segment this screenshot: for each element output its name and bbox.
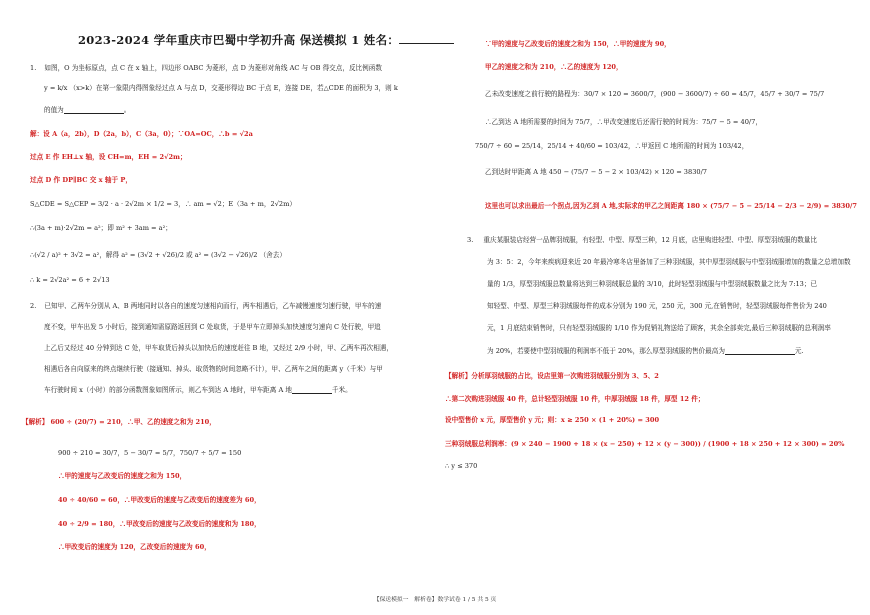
q2-analysis-3: ∴甲的速度与乙改变后的速度之和为 150， bbox=[58, 472, 187, 480]
q2-line2: 度不变，甲车出发 5 小时后，接到通知需原路返回到 C 处取货，于是甲车立即掉头加快速度匀速向 C 处行驶，甲追 bbox=[44, 323, 381, 331]
r-line6: 乙到达时甲距离 A 地 450 − (75/7 − 5 − 2 × 103/42) × 120 = 3830/7 bbox=[485, 168, 708, 176]
page-footer: 【保送模拟一 解析卷】数学试卷 1 / 5 共 5 页 bbox=[373, 597, 497, 603]
r-line3: 乙未改变速度之前行驶的路程为：30/7 × 120 = 3600/7，(900 − 3600/7) ÷ 60 = 45/7，45/7 + 30/7 = 75/7 bbox=[485, 90, 825, 98]
q1-solution-5: ∴(3a + m)·2√2m = a²；即 m² + 3am = a²； bbox=[30, 224, 172, 232]
q2-answer-blank bbox=[292, 386, 332, 394]
r-line7: 这里也可以求出最后一个拐点,因为乙到 A 地,实际求的甲乙之间距离 180 × (75/7 − 5 − 25/14 − 2/3 − 2/9) = 3830/7 bbox=[485, 202, 857, 210]
q1-line1: 1. 如图，O 为坐标原点，点 C 在 x 轴上，四边形 OABC 为菱形，点 D 为菱形对角线 AC 与 OB 得交点，反比例函数 bbox=[30, 64, 382, 72]
q1-solution-2: 过点 E 作 EH⊥x 轴，设 CH=m，EH = 2√2m； bbox=[30, 153, 187, 161]
q3-line1: 3. 重庆某服装店经营一品牌羽绒服，有轻型、中型、厚型三种，12 月底，店里购进轻型、中型、厚型羽绒服的数量比 bbox=[467, 236, 817, 244]
r-line1: ∵甲的速度与乙改变后的速度之和为 150，∴甲的速度为 90， bbox=[485, 40, 671, 48]
q3-analysis-3: 设中型售价 x 元，厚型售价 y 元；则：x ≥ 250 × (1 + 20%) = 300 bbox=[445, 416, 660, 424]
q2-line4: 相遇后各自向原来的终点继续行驶（接通知、掉头、取货物的时间忽略不计），甲、乙两车之间的距离 y（千米）与甲 bbox=[44, 365, 383, 373]
q3-analysis-5: ∴ y ≤ 370 bbox=[445, 462, 478, 470]
q1-line2: y = k/x （x>k）在第一象限内得图象经过点 A 与点 D，交菱形得边 BC 于点 E，连接 DE，若△CDE 的面积为 3，则 k bbox=[44, 84, 398, 92]
q2-analysis-1: 【解析】 600 ÷ (20/7) = 210，∴甲、乙的速度之和为 210， bbox=[22, 418, 216, 426]
q3-analysis-1: 【解析】分析厚羽绒服的占比，设店里第一次购进羽绒服分别为 3、5、2 bbox=[445, 372, 659, 380]
q3-line6: 为 20%，若要使中型羽绒服的利润率不低于 20%，那么厚型羽绒服的售价最高为 元. bbox=[487, 347, 804, 355]
q2-analysis-6: ∴甲改变后的速度为 120，乙改变后的速度为 60， bbox=[58, 543, 211, 551]
q3-line5: 元，1 月底结束销售时，只有轻型羽绒服的 1/10 作为促销礼物送给了顾客，其余全部卖完,最后三种羽绒服的总利润率 bbox=[487, 324, 831, 332]
q3-analysis-2: ∴第二次购进羽绒服 40 件，总计轻型羽绒服 10 件，中厚羽绒服 18 件，厚型 12 件； bbox=[445, 395, 705, 403]
q1-solution-7: ∴ k = 2√2a² = 6 + 2√13 bbox=[30, 276, 110, 284]
q3-answer-blank bbox=[725, 347, 795, 355]
q1-answer-blank bbox=[64, 106, 124, 114]
page-title: 2023-2024 学年重庆市巴蜀中学初升高 保送模拟 1 姓名： bbox=[78, 36, 454, 44]
q2-analysis-5: 40 ÷ 2/9 = 180，∴甲改变后的速度与乙改变后的速度和为 180， bbox=[58, 520, 261, 528]
q1-solution-1: 解：设 A（a，2b），D（2a，b），C（3a，0）；∵OA=OC，∴b = √2a bbox=[30, 130, 253, 138]
r-line5: 750/7 ÷ 60 = 25/14，25/14 + 40/60 = 103/42，∴甲返回 C 地所需的时间为 103/42， bbox=[475, 142, 749, 150]
r-line4: ∴乙到达 A 地所需要的时间为 75/7，∴甲改变速度后还需行驶的时间为：75/7 − 5 = 40/7， bbox=[485, 118, 762, 126]
q3-line3: 量的 1/3，厚型羽绒服总数量将达到三种羽绒服总量的 3/10，此时轻型羽绒服与中型羽绒服数量之比为 7:13；已 bbox=[487, 280, 818, 288]
q3-line2: 为 3：5：2，今年来疾病迎来近 20 年最冷寒冬店里备加了三种羽绒服，其中厚型羽绒服与中型羽绒服增加的数量之总增加数 bbox=[487, 258, 851, 266]
q3-line4: 知轻型、中型、厚型三种羽绒服每件的成本分别为 190 元，250 元，300 元,在销售时，轻型羽绒服每件售价为 240 bbox=[487, 302, 827, 310]
q3-analysis-4: 三种羽绒服总利润率：(9 × 240 − 1900 + 18 × (x − 250) + 12 × (y − 300)) / (1900 + 18 × 250 + 12 × 300) = 20% bbox=[445, 440, 845, 448]
q2-line3: 上乙后又经过 40 分钟到达 C 处，甲车取货后掉头以加快后的速度赶往 B 地，又经过 2/9 小时，甲、乙两车再次相遇， bbox=[44, 344, 393, 352]
q1-solution-6: ∴(√2 / a)² + 3√2 = a²，解得 a² = (3√2 + √26)/2 或 a² = (3√2 − √26)/2 （舍去） bbox=[30, 251, 286, 259]
q1-solution-3: 过点 D 作 DP∥BC 交 x 轴于 P， bbox=[30, 176, 132, 184]
r-line2: 甲乙的速度之和为 210，∴乙的速度为 120， bbox=[485, 63, 623, 71]
q2-analysis-2: 900 ÷ 210 = 30/7，5 − 30/7 = 5/7，750/7 ÷ 5/7 = 150 bbox=[58, 449, 242, 457]
q2-line5: 车行驶时间 x（小时）的部分函数图象如图所示，则乙车到达 A 地时，甲车距离 A 地 千米。 bbox=[44, 386, 352, 394]
q2-line1: 2. 已知甲、乙两车分别从 A、B 两地同时以各自的速度匀速相向而行，两车相遇后，乙车减慢速度匀速行驶，甲车的速 bbox=[30, 302, 382, 310]
q2-analysis-4: 40 ÷ 40/60 = 60，∴甲改变后的速度与乙改变后的速度差为 60， bbox=[58, 496, 261, 504]
q1-solution-4: S△CDE = S△CEP = 3/2 · a · 2√2m × 1/2 = 3，∴ am = √2；E（3a + m，2√2m） bbox=[30, 200, 296, 208]
q1-line3: 的值为 。 bbox=[44, 106, 131, 114]
name-blank bbox=[399, 36, 454, 44]
